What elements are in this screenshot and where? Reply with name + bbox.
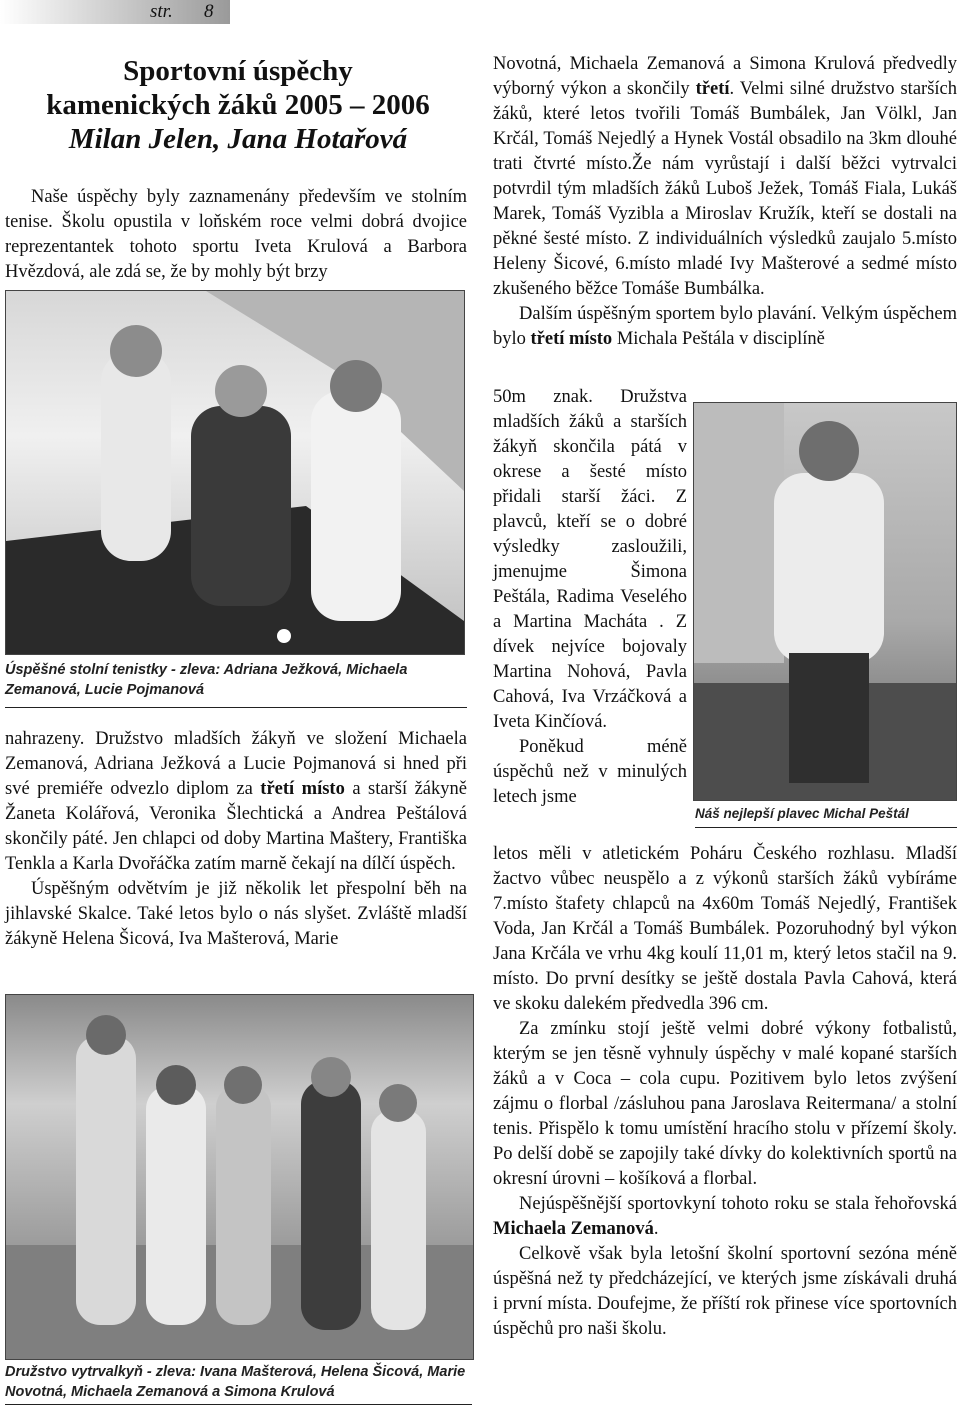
authors: Milan Jelen, Jana Hotařová: [68, 123, 408, 155]
column-1-top: [5, 185, 467, 285]
bold-third-place: třetí místo: [260, 779, 345, 799]
photo-table-tennis-illustration: [6, 291, 464, 654]
photo-swimmer: [693, 402, 957, 801]
page-number-value: 8: [204, 1, 214, 22]
caption-photo-1: Úspěšné stolní tenistky - zleva: Adriana Ježková, Michaela Zemanová, Lucie Pojmanová: [5, 662, 408, 698]
bold-third-place-swim: třetí místo: [530, 329, 613, 349]
paragraph-cross-country-cont: Novotná, Michaela Zemanová a Simona Krulová předvedly výborný výkon a skončily třetí. Velmi silné družstvo starších žáků, které letos tvořili Tomáš Bumbálek, Jan Völkl, Jan Krčál, Tomáš Nejedlý a Hynek Vostál obsadilo na 3km dlouhé trati čtvrté místo.Že nám vyrůstají i další běžci vytrvalci potvrdil tým mladších žáků Luboš Ježek, Tomáš Fiala, Lukáš Marek, Tomáš Vyzibla a Miroslav Kružík, kteří se dostali na pěkné šesté místo. Z individuálních výsledků zaujalo 5.místo Heleny Šicové, 6.místo mladé Ivy Mašterové a sedmé místo zkušeného běžce Tomáše Bumbálka.: [493, 54, 957, 299]
photo-runners-illustration: [6, 995, 473, 1359]
caption-rule-1: [5, 707, 467, 708]
header-bar: [0, 0, 230, 24]
column-1-bottom: [5, 727, 467, 952]
bold-third: třetí: [695, 79, 730, 99]
caption-photo-3: Družstvo vytrvalkyň - zleva: Ivana Mašterová, Helena Šicová, Marie Novotná, Michaela Zemanová a Simona Krulová: [5, 1364, 466, 1400]
paragraph-swimming: Dalším úspěšným sportem bylo plavání. Velkým úspěchem bylo třetí místo Michala Peštála v disciplíně: [493, 304, 957, 349]
paragraph-athletics: letos měli v atletickém Poháru Českého rozhlasu. Mladší žactvo vůbec neuspělo a z výkonů starších žáků vybíráme 7.místo štafety chlapců na 4x60m Tomáš Nejedlý, František Voda, Jan Krčál a Tomáš Bumbálek. Pozoruhodný byl výkon Jana Krčála ve vrhu 4kg koulí 11,01 m, který letos stačil na 9. místo. Do první desítky se ještě dostala Pavla Cahová, která ve skoku dalekém předvedla 396 cm.: [493, 844, 957, 1014]
caption-photo-2: Náš nejlepší plavec Michal Peštál: [695, 806, 909, 821]
title-line-2: kamenických žáků 2005 – 2006: [46, 89, 430, 121]
article-title: [8, 54, 468, 156]
bold-best-athlete: Michaela Zemanová: [493, 1219, 654, 1239]
paragraph-cross-country: Úspěšným odvětvím je již několik let přespolní běh na jihlavské Skalce. Také letos bylo o nás slyšet. Zvláště mladší žákyně Helena Šicová, Iva Mašterová, Marie: [5, 879, 467, 949]
paragraph-swimming-cont: 50m znak. Družstva mladších žáků a starších žákyň skončila pátá v okrese a šesté místo přidali starší žáci. Z plavců, kteří se o dobré výsledky zasloužili, jmenujme Šimona Peštála, Radima Veselého a Martina Macháta . Z dívek nejvíce bojovaly Martina Nohová, Pavla Cahová, Iva Vrzáčková a Iveta Kinčíová.: [493, 387, 687, 732]
column-2-top: [493, 52, 957, 352]
caption-rule-2: [695, 827, 957, 828]
paragraph-best-athlete: Nejúspěšnější sportovkyní tohoto roku se stala řehořovská Michaela Zemanová.: [493, 1194, 957, 1239]
photo-swimmer-illustration: [694, 403, 956, 800]
paragraph-football: Za zmínku stojí ještě velmi dobré výkony fotbalistů, kterým se jen těsně vyhnuly úspěchy v malé kopané starších žáků a v Coca – cola cupu. Pozitivem bylo letos zvýšení zájmu o florbal /zásluhou pana Jaroslava Reitermana/ a stolní tenis. Přispělo k tomu umístění hracího stolu v přízemí školy. Po delší době se zapojily také dívky do kolektivních sportů na okresní úrovni – košíková a florbal.: [493, 1019, 957, 1189]
page-label: str.: [150, 1, 173, 22]
caption-rule-3: [5, 1404, 472, 1405]
paragraph-athletics-start: Poněkud méně úspěchů než v minulých letech jsme: [493, 737, 687, 807]
title-line-1: Sportovní úspěchy: [123, 55, 353, 87]
column-2-bottom: [493, 842, 957, 1342]
paragraph-table-tennis: nahrazeny. Družstvo mladších žákyň ve složení Michaela Zemanová, Adriana Ježková a Lucie Pojmanová si hned při své premiéře odvezlo diplom za třetí místo a starší žákyně Žaneta Kolářová, Veronika Šlechtická a Andrea Peštálová skončily páté. Jen chlapci od doby Martina Maštery, Františka Tenkla a Karla Dvořáčka zatím marně čekají na dílčí úspěch.: [5, 729, 467, 874]
photo-table-tennis-girls: [5, 290, 465, 655]
page-number: [150, 1, 214, 23]
paragraph-intro: Naše úspěchy byly zaznamenány především ve stolním tenise. Školu opustila v loňském roce velmi dobrá dvojice reprezentantek tohoto sportu Iveta Krulová a Barbora Hvězdová, ale zdá se, že by mohly být brzy: [5, 187, 467, 282]
column-2-narrow: [493, 385, 687, 810]
paragraph-conclusion: Celkově však byla letošní školní sportovní sezóna méně úspěšná než ty předcházející, ve kterých jsme získávali druhá i první místa. Doufejme, že příští rok přinese více sportovních úspěchů pro naši školu.: [493, 1244, 957, 1339]
photo-runners-team: [5, 994, 474, 1360]
